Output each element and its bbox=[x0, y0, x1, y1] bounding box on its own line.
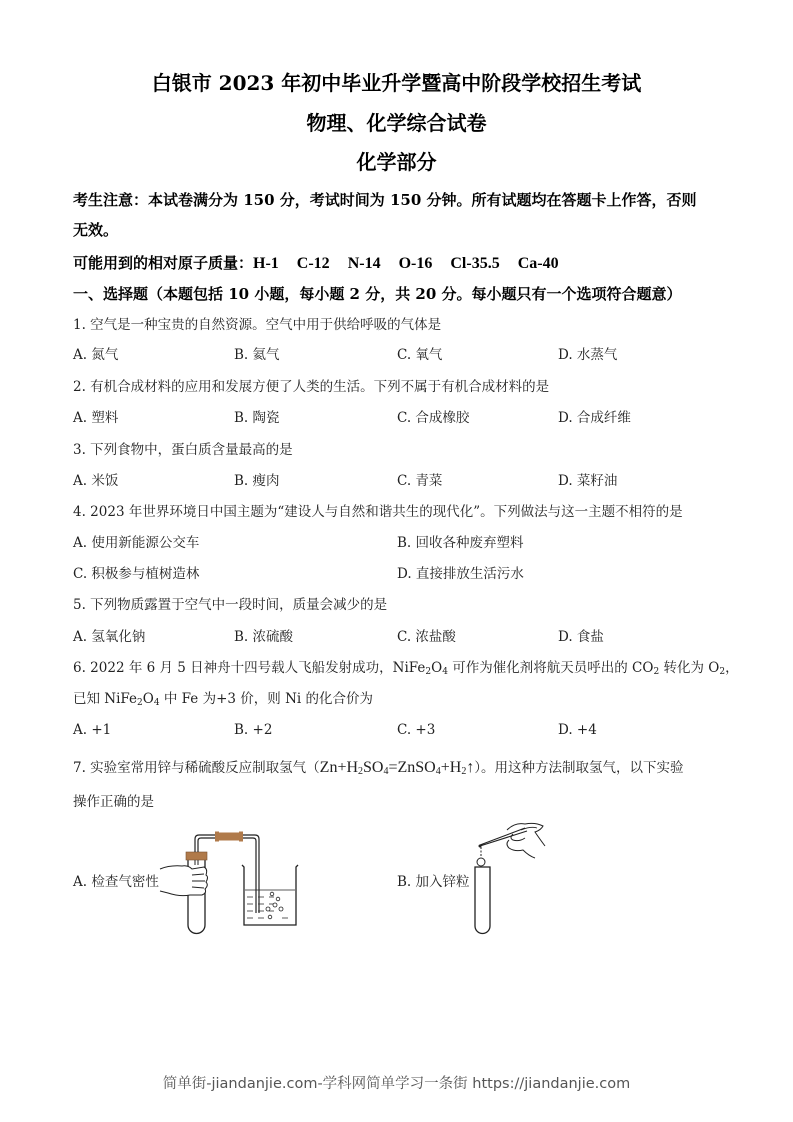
atomic-mass-c: C-12 bbox=[296, 255, 330, 272]
q6-l2-text-1: 已知 NiFe bbox=[73, 691, 138, 707]
question-7-stem-line2: 操作正确的是 bbox=[73, 794, 154, 810]
q6-l2-text-2: O bbox=[142, 691, 154, 707]
q7-text-2: ）。用这种方法制取氢气，以下实验 bbox=[474, 760, 684, 776]
q6-text-5: ， bbox=[725, 660, 739, 676]
question-4-stem: 4. 2023 年世界环境日中国主题为“建设人与自然和谐共生的现代化”。下列做法与这一主题不相符的是 bbox=[73, 504, 683, 520]
question-6-option-d: D. +4 bbox=[558, 722, 597, 738]
q7-text-1: 7. 实验室常用锌与稀硫酸反应制取氢气（ bbox=[73, 760, 320, 776]
atomic-mass-n: N-14 bbox=[347, 255, 381, 272]
question-3-option-d: D. 菜籽油 bbox=[558, 473, 618, 489]
section-title: 化学部分 bbox=[356, 150, 437, 174]
paper-subtitle: 物理、化学综合试卷 bbox=[306, 111, 487, 135]
question-2-stem: 2. 有机合成材料的应用和发展方便了人类的生活。下列不属于有机合成材料的是 bbox=[73, 379, 550, 395]
question-3-option-c: C. 青菜 bbox=[397, 473, 443, 489]
question-6-option-b: B. +2 bbox=[234, 722, 273, 738]
question-3-option-b: B. 瘦肉 bbox=[234, 473, 280, 489]
question-6-option-c: C. +3 bbox=[397, 722, 436, 738]
question-1-stem: 1. 空气是一种宝贵的自然资源。空气中用于供给呼吸的气体是 bbox=[73, 317, 442, 333]
notice-line1: 考生注意：本试卷满分为 150 分，考试时间为 150 分钟。所有试题均在答题卡上作答，否则 bbox=[73, 191, 697, 209]
question-4-option-a: A. 使用新能源公交车 bbox=[73, 535, 200, 551]
atomic-mass-ca: Ca-40 bbox=[517, 255, 559, 272]
question-4-option-d: D. 直接排放生活污水 bbox=[397, 566, 524, 582]
question-3-stem: 3. 下列食物中，蛋白质含量最高的是 bbox=[73, 442, 293, 458]
question-7-stem bbox=[73, 760, 684, 776]
question-6-stem-line2 bbox=[73, 693, 373, 707]
question-6-option-a: A. +1 bbox=[73, 722, 112, 738]
airtightness-check-diagram bbox=[160, 825, 320, 935]
question-5-option-b: B. 浓硫酸 bbox=[234, 629, 294, 645]
atomic-mass-o: O-16 bbox=[398, 255, 433, 272]
chemical-equation: $Zn+H_2SO_4=ZnSO_4+H_2↑$ bbox=[319, 759, 475, 777]
q6-l2-sub-2: 4 bbox=[153, 698, 160, 708]
question-3-option-a: A. 米饭 bbox=[73, 473, 119, 489]
atomic-masses-label: 可能用到的相对原子质量： bbox=[73, 254, 254, 272]
footer-watermark: 简单街-jiandanjie.com-学科网简单学习一条街 https://jiandanjie.com bbox=[162, 1076, 631, 1092]
q6-text-1: 6. 2022 年 6 月 5 日神舟十四号载人飞船发射成功，NiFe bbox=[73, 660, 426, 676]
question-4-option-b: B. 回收各种废弃塑料 bbox=[397, 535, 524, 551]
question-6-stem bbox=[73, 662, 739, 676]
question-5-option-a: A. 氢氧化钠 bbox=[73, 629, 146, 645]
atomic-masses bbox=[73, 256, 559, 272]
question-2-option-b: B. 陶瓷 bbox=[234, 410, 280, 426]
question-7-option-a: A. 检查气密性 bbox=[73, 874, 159, 890]
q6-sub-4: 2 bbox=[719, 667, 726, 677]
q6-l2-text-3: 中 Fe 为+3 价，则 Ni 的化合价为 bbox=[159, 691, 373, 707]
question-1-option-d: D. 水蒸气 bbox=[558, 347, 618, 363]
exam-title: 白银市 2023 年初中毕业升学暨高中阶段学校招生考试 bbox=[151, 71, 642, 95]
atomic-mass-h: H-1 bbox=[253, 255, 279, 272]
question-4-option-c: C. 积极参与植树造林 bbox=[73, 566, 200, 582]
q6-sub-2: 4 bbox=[442, 667, 448, 677]
section-heading: 一、选择题（本题包括 10 小题，每小题 2 分，共 20 分。每小题只有一个选项符合题意） bbox=[73, 285, 682, 303]
q6-text-4: 转化为 O bbox=[659, 660, 720, 676]
add-zinc-granules-diagram bbox=[465, 820, 555, 940]
atomic-mass-cl: Cl-35.5 bbox=[450, 255, 500, 272]
question-1-option-a: A. 氮气 bbox=[73, 347, 119, 363]
question-1-option-c: C. 氧气 bbox=[397, 347, 443, 363]
notice-line2: 无效。 bbox=[73, 221, 119, 239]
question-7-option-b: B. 加入锌粒 bbox=[397, 874, 470, 890]
question-1-option-b: B. 氦气 bbox=[234, 347, 280, 363]
question-2-option-d: D. 合成纤维 bbox=[558, 410, 631, 426]
q6-text-2: O bbox=[431, 660, 443, 676]
q6-sub-3: 2 bbox=[653, 667, 660, 677]
question-5-stem: 5. 下列物质露置于空气中一段时间，质量会减少的是 bbox=[73, 597, 388, 613]
q6-l2-sub-1: 2 bbox=[137, 698, 143, 708]
question-2-option-c: C. 合成橡胶 bbox=[397, 410, 470, 426]
question-5-option-c: C. 浓盐酸 bbox=[397, 629, 456, 645]
q6-sub-1: 2 bbox=[425, 667, 432, 677]
question-5-option-d: D. 食盐 bbox=[558, 629, 604, 645]
question-2-option-a: A. 塑料 bbox=[73, 410, 119, 426]
q6-text-3: 可作为催化剂将航天员呼出的 CO bbox=[447, 660, 654, 676]
